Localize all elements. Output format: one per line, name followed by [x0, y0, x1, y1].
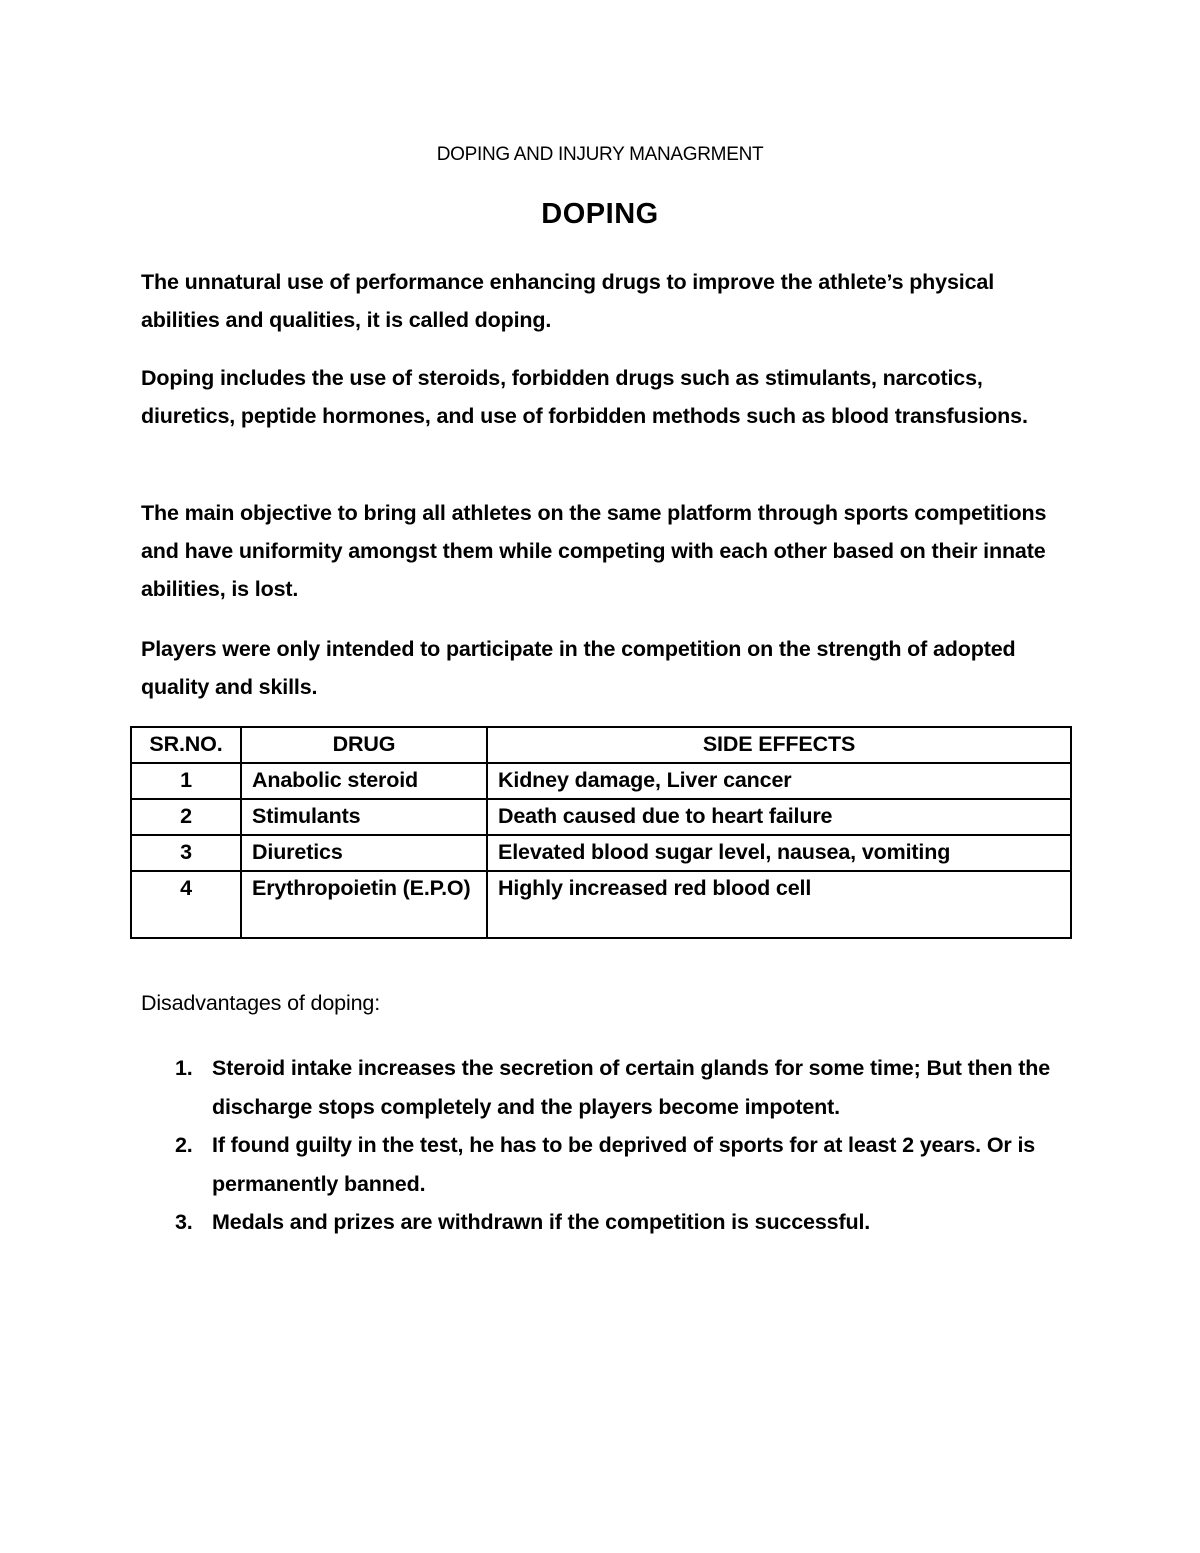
document-header: DOPING AND INJURY MANAGRMENT: [436, 144, 764, 165]
cell-drug: Anabolic steroid: [241, 763, 487, 799]
table-header-row: [131, 727, 1071, 763]
cell-side-effects: Kidney damage, Liver cancer: [487, 763, 1071, 799]
disadvantages-list: [141, 1049, 1071, 1242]
paragraph-definition: The unnatural use of performance enhancing drugs to improve the athlete’s physical abilities and qualities, it is called doping.: [141, 270, 995, 332]
list-item-text: Medals and prizes are withdrawn if the competition is successful.: [212, 1210, 871, 1234]
cell-sr-no: 2: [131, 799, 241, 835]
table-row: [131, 835, 1071, 871]
list-item-number: 2.: [175, 1133, 193, 1157]
table-row: [131, 871, 1071, 938]
list-item-number: 1.: [175, 1056, 193, 1080]
cell-drug: Diuretics: [241, 835, 487, 871]
table-row: [131, 763, 1071, 799]
document-title: DOPING: [541, 198, 659, 230]
disadvantages-heading: Disadvantages of doping:: [141, 991, 381, 1015]
list-item: [141, 1126, 1071, 1203]
column-header-sr-no: SR.NO.: [131, 727, 241, 763]
list-item: [141, 1203, 1071, 1242]
drug-side-effects-table: [130, 726, 1072, 939]
list-item-text: If found guilty in the test, he has to be deprived of sports for at least 2 years. Or is permanently banned.: [212, 1133, 1036, 1196]
list-item-number: 3.: [175, 1210, 193, 1234]
cell-side-effects: Highly increased red blood cell: [487, 871, 1071, 938]
list-item: [141, 1049, 1071, 1126]
cell-sr-no: 4: [131, 871, 241, 938]
paragraph-players: Players were only intended to participate in the competition on the strength of adopted quality and skills.: [141, 637, 1016, 699]
cell-side-effects: Elevated blood sugar level, nausea, vomiting: [487, 835, 1071, 871]
column-header-drug: DRUG: [241, 727, 487, 763]
cell-drug: Stimulants: [241, 799, 487, 835]
list-item-text: Steroid intake increases the secretion of certain glands for some time; But then the discharge stops completely and the players become impotent.: [212, 1056, 1051, 1119]
cell-sr-no: 3: [131, 835, 241, 871]
cell-sr-no: 1: [131, 763, 241, 799]
paragraph-includes: Doping includes the use of steroids, forbidden drugs such as stimulants, narcotics, diuretics, peptide hormones, and use of forbidden methods such as blood transfusions.: [141, 366, 1028, 428]
paragraph-objective: The main objective to bring all athletes on the same platform through sports competitions and have uniformity amongst them while competing with each other based on their innate abilities, is lost.: [141, 501, 1047, 601]
column-header-side-effects: SIDE EFFECTS: [487, 727, 1071, 763]
cell-drug: Erythropoietin (E.P.O): [241, 871, 487, 938]
cell-side-effects: Death caused due to heart failure: [487, 799, 1071, 835]
table-row: [131, 799, 1071, 835]
